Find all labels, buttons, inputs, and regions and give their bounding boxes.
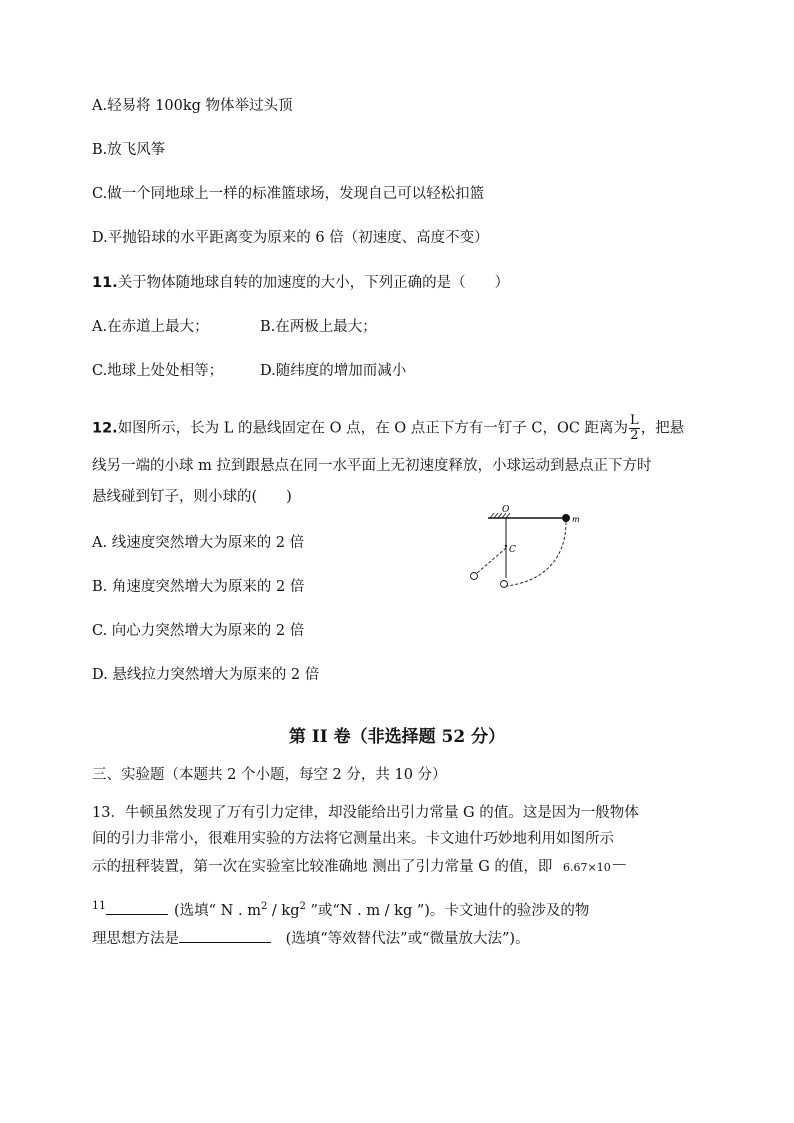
q10-option-d: D.平抛铅球的水平距离变为原来的 6 倍（初速度、高度不变） xyxy=(92,230,489,246)
section-2-title: 第 II 卷（非选择题 52 分） xyxy=(288,727,506,747)
nail-c xyxy=(505,545,507,547)
q13-line5 xyxy=(92,928,530,949)
label-m: m xyxy=(572,515,580,524)
q10-option-b: B.放飞风筝 xyxy=(92,142,166,158)
q12-stem-line1 xyxy=(92,414,684,443)
ball-left-dashed xyxy=(471,573,478,580)
q13-line4 xyxy=(92,896,589,921)
q11-option-a: A.在赤道上最大； xyxy=(92,319,209,335)
q13-line3 xyxy=(92,856,628,878)
q13-line3-text: 示的扭秤装置，第一次在实验室比较准确地 测出了引力常量 G 的值，即 xyxy=(92,859,553,875)
q12-stem-part1: 如图所示，长为 L 的悬线固定在 O 点，在 O 点正下方有一钉子 C，OC 距离为 xyxy=(117,420,629,437)
q11-stem-line xyxy=(92,273,509,293)
fraction-l-over-2 xyxy=(629,414,640,443)
q13-line1: 13．牛顿虽然发现了万有引力定律，却没能给出引力常量 G 的值。这是因为一般物体 xyxy=(92,805,639,821)
q11-stem: 关于物体随地球自转的加速度的大小，下列正确的是（ ） xyxy=(117,275,510,291)
q13-line2: 间的引力非常小，很难用实验的方法将它测量出来。卡文迪什巧妙地利用如图所示 xyxy=(92,831,614,847)
fraction-denominator: 2 xyxy=(630,428,639,443)
ball-m xyxy=(562,514,570,522)
q12-stem-line3: 悬线碰到钉子，则小球的( ) xyxy=(92,489,292,505)
ball-bottom-dashed xyxy=(501,581,508,588)
q12-option-b: B. 角速度突然增大为原来的 2 倍 xyxy=(92,579,305,595)
q12-number: 12. xyxy=(92,420,118,437)
q13-unit-b: / kg xyxy=(267,903,300,919)
q13-exponent: 11 xyxy=(92,899,106,912)
short-swing-path xyxy=(476,548,506,574)
label-c: C xyxy=(509,545,516,555)
fraction-numerator: L xyxy=(630,413,639,428)
q13-unit-c: ”或“N . m / kg ”)。卡文迪什的验涉及的物 xyxy=(305,903,590,919)
q13-dash: － xyxy=(610,856,628,876)
experiment-header: 三、实验题（本题共 2 个小题，每空 2 分，共 10 分） xyxy=(92,767,447,783)
q11-number: 11. xyxy=(92,275,118,291)
q12-stem-part2: ，把悬 xyxy=(640,420,685,437)
q13-line5-text: 理思想方法是 xyxy=(92,931,179,947)
label-o: O xyxy=(502,505,510,515)
pendulum-diagram xyxy=(462,500,592,596)
q11-option-b: B.在两极上最大； xyxy=(260,319,377,335)
ceiling-hatch xyxy=(488,513,566,518)
q13-sup-2: 2 xyxy=(299,901,306,913)
q13-unit-a: (选填“ N . m xyxy=(174,903,261,919)
q13-sup-1: 2 xyxy=(260,901,268,913)
q13-line5-tail: (选填“等效替代法”或“微量放大法”)。 xyxy=(281,931,530,947)
q10-option-a: A.轻易将 100kg 物体举过头顶 xyxy=(92,98,293,114)
q13-blank-1[interactable] xyxy=(106,900,168,915)
q10-option-c: C.做一个同地球上一样的标准篮球场，发现自己可以轻松扣篮 xyxy=(92,186,485,202)
q11-option-c: C.地球上处处相等； xyxy=(92,363,224,379)
q12-option-c: C. 向心力突然增大为原来的 2 倍 xyxy=(92,623,305,639)
q12-option-d: D. 悬线拉力突然增大为原来的 2 倍 xyxy=(92,667,320,683)
q13-blank-2[interactable] xyxy=(179,928,271,943)
q13-g-value: 6.67×10 xyxy=(563,861,611,874)
q11-option-d: D.随纬度的增加而减小 xyxy=(260,363,407,379)
q12-stem-line2: 线另一端的小球 m 拉到跟悬点在同一水平面上无初速度释放，小球运动到悬点正下方时 xyxy=(92,458,652,474)
q12-option-a: A. 线速度突然增大为原来的 2 倍 xyxy=(92,535,305,551)
